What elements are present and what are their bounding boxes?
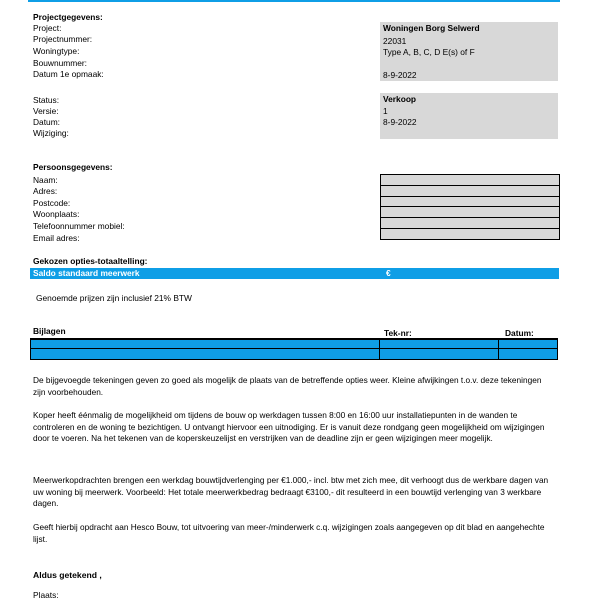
col-bijlagen: Bijlagen — [33, 326, 66, 336]
persons-input-grid[interactable] — [380, 174, 560, 240]
paragraph-drawings: De bijgevoegde tekeningen geven zo goed als mogelijk de plaats van de betreffende opties weer. Kleine afwijkingen t.o.v. deze tekeningen zijn voorbehouden. — [33, 375, 542, 397]
adres-field[interactable] — [381, 186, 559, 197]
value-versie: 1 — [383, 106, 388, 116]
paragraph-assignment: Geeft hierbij opdracht aan Hesco Bouw, tot uitvoering van meer-/minderwerk c.q. wijzigingen zoals aangegeven op dit blad en aangehechte lijst. — [33, 522, 545, 544]
label-postcode: Postcode: — [33, 198, 71, 208]
value-datum-opmaak: 8-9-2022 — [383, 70, 417, 80]
label-wijziging: Wijziging: — [33, 128, 69, 138]
label-status: Status: — [33, 95, 60, 105]
attachment-row-2-name[interactable] — [30, 348, 380, 360]
saldo-label: Saldo standaard meerwerk — [33, 268, 140, 278]
attachment-row-2-datum[interactable] — [498, 348, 558, 360]
col-datum: Datum: — [505, 328, 534, 338]
attachment-row-2-teknr[interactable] — [379, 348, 499, 360]
label-woningtype: Woningtype: — [33, 46, 80, 56]
paragraph-inspection: Koper heeft éénmalig de mogelijkheid om tijdens de bouw op werkdagen tussen 8:00 en 16:00 uur installatiepunten in de wanden te controleren en de woning te bezichtigen. U ontvangt hiervoor een uitnodiging. Er is vanuit deze rondgang geen mogelijkheid om wijzigingen door te voeren. Na het tekenen van de koperskeuzelijst en verstrijken van de deadline zijn er geen wijzigingen meer mogelijk. — [33, 410, 545, 443]
label-email: Email adres: — [33, 233, 80, 243]
project-heading: Projectgegevens: — [33, 12, 103, 22]
label-datum-opmaak: Datum 1e opmaak: — [33, 69, 104, 79]
postcode-field[interactable] — [381, 197, 559, 208]
label-telefoon: Telefoonnummer mobiel: — [33, 221, 125, 231]
label-project: Project: — [33, 23, 62, 33]
saldo-currency: € — [386, 268, 391, 278]
label-woonplaats: Woonplaats: — [33, 209, 80, 219]
saldo-amount: - — [564, 268, 567, 278]
paragraph-extra-work: Meerwerkopdrachten brengen een werkdag bouwtijdverlenging per €1.000,- incl. btw met zich mee, dit verhoogt dus de werkbare dagen van uw woning bij meerwerk. Voorbeeld: Het totale meerwerkbedrag bedraagt €3100,- dit resulteerd in een bouwtijd verlenging van 3 werkbare dagen. — [33, 475, 549, 508]
top-rule — [28, 0, 560, 2]
label-bouwnummer: Bouwnummer: — [33, 58, 87, 68]
label-naam: Naam: — [33, 175, 58, 185]
label-adres: Adres: — [33, 186, 58, 196]
value-projectnummer: 22031 — [383, 36, 407, 46]
place-label: Plaats: — [33, 590, 59, 600]
options-heading: Gekozen opties-totaaltelling: — [33, 256, 148, 266]
naam-field[interactable] — [381, 175, 559, 186]
btw-note: Genoemde prijzen zijn inclusief 21% BTW — [36, 293, 192, 303]
value-status: Verkoop — [383, 94, 417, 104]
value-project: Woningen Borg Selwerd — [383, 23, 480, 33]
col-teknr: Tek-nr: — [384, 328, 412, 338]
signature-heading: Aldus getekend , — [33, 570, 102, 580]
woonplaats-field[interactable] — [381, 207, 559, 218]
value-woningtype: Type A, B, C, D E(s) of F — [383, 47, 475, 57]
email-field[interactable] — [381, 229, 559, 239]
label-projectnummer: Projectnummer: — [33, 34, 93, 44]
telefoon-field[interactable] — [381, 218, 559, 229]
saldo-row — [30, 268, 567, 279]
label-versie: Versie: — [33, 106, 59, 116]
persons-heading: Persoonsgegevens: — [33, 162, 113, 172]
value-datum: 8-9-2022 — [383, 117, 417, 127]
label-datum: Datum: — [33, 117, 60, 127]
